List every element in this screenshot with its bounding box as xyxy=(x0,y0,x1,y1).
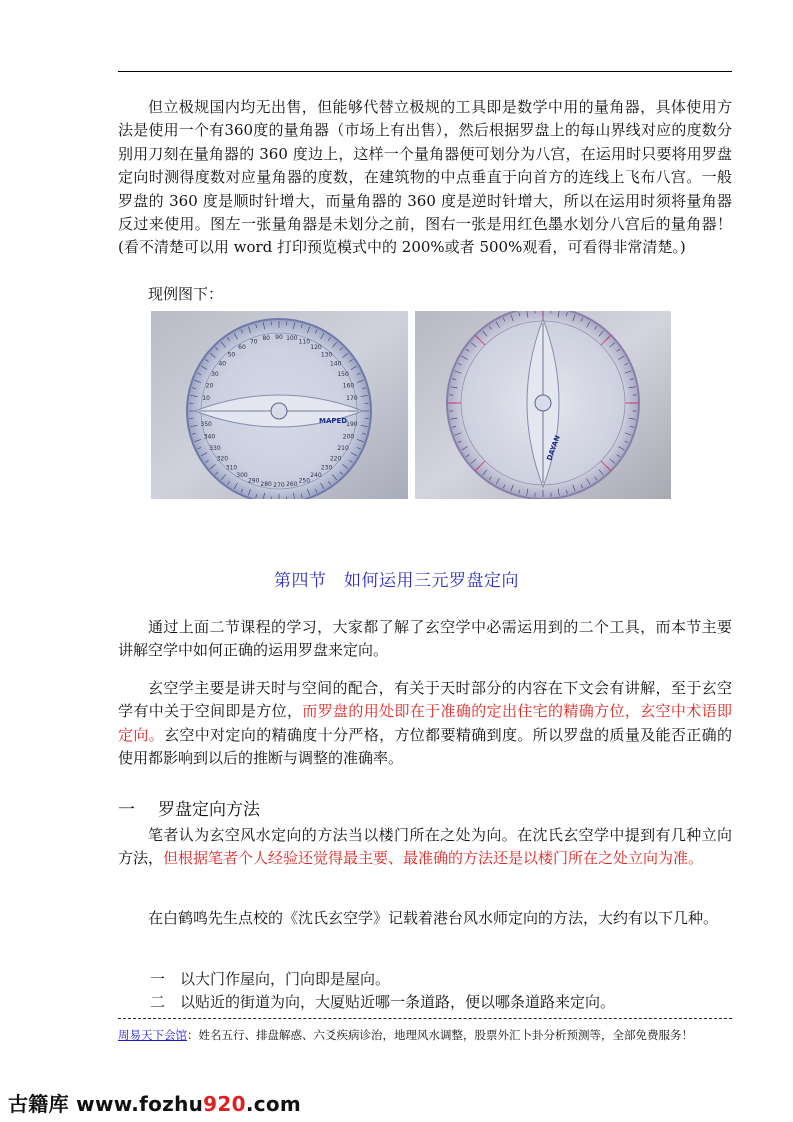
protractor-label: 220 xyxy=(329,455,342,463)
text-normal: 玄空学主要是讲天时与空间的配合，有关于天时部分的内容在下文会有讲解，至于玄空学有中关于空间即是方位， xyxy=(118,679,732,721)
protractor-label: 40 xyxy=(218,360,227,368)
protractor-label: 270 xyxy=(273,482,285,489)
protractor-label: 260 xyxy=(286,480,298,488)
subheading-number: 一 xyxy=(118,800,135,820)
text-normal: 笔者认为玄空风水定向的方法当以楼门所在之处为向。在沈氏玄空学中提到有几种立向方法， xyxy=(118,826,732,868)
protractor-label: 290 xyxy=(247,477,260,485)
protractor-label: 240 xyxy=(310,472,322,480)
paragraph-methods-intro: 在白鹤鸣先生点校的《沈氏玄空学》记载着港台风水师定向的方法，大约有以下几种。 xyxy=(148,909,719,927)
paragraph-author-view xyxy=(118,824,732,871)
list-item-1 xyxy=(118,968,732,991)
protractor-label: 320 xyxy=(216,455,229,463)
protractor-label: 210 xyxy=(337,445,349,452)
subheading-text: 罗盘定向方法 xyxy=(158,800,260,820)
subheading-compass-method xyxy=(118,795,260,820)
protractor-label: 60 xyxy=(238,343,246,351)
site-watermark xyxy=(8,1088,301,1117)
protractor-label: 200 xyxy=(342,433,355,441)
protractor-label: 20 xyxy=(205,382,214,390)
watermark-suffix: .com xyxy=(245,1092,302,1116)
protractor-label: 190 xyxy=(346,420,358,428)
protractor-label: 90 xyxy=(275,334,283,341)
brand-label-right: DAYAN xyxy=(545,434,562,462)
protractor-label: 150 xyxy=(337,371,349,378)
protractor-label: 50 xyxy=(227,351,236,359)
protractor-label: 310 xyxy=(225,464,238,472)
brand-label-left: MAPED xyxy=(319,417,348,425)
protractor-label: 120 xyxy=(310,343,322,351)
paragraph-section-intro: 通过上面二节课程的学习，大家都了解了玄空学中必需运用到的二个工具，而本节主要讲解空学中如何正确的运用罗盘来定向。 xyxy=(118,618,732,660)
protractor-label: 280 xyxy=(260,480,272,488)
paragraph-example-intro: 现例图下： xyxy=(148,285,224,303)
photo-protractor-marked xyxy=(415,311,671,499)
text-highlight-red: 而罗盘的用处即在于准确的定出住宅的精确方位，玄空中术语即定向。 xyxy=(118,702,732,744)
photo-protractor-unmarked xyxy=(151,311,408,499)
protractor-label: 300 xyxy=(236,472,248,480)
protractor-label: 340 xyxy=(203,433,216,441)
footer-link[interactable]: 周易天下会馆 xyxy=(118,1028,187,1042)
protractor-label: 330 xyxy=(209,445,221,452)
text-highlight-red: 但根据笔者个人经验还觉得最主要、最准确的方法还是以楼门所在之处立向为准。 xyxy=(163,849,704,868)
protractor-label: 250 xyxy=(298,477,311,485)
text-normal: 玄空中对定向的精确度十分严格，方位都要精确到度。所以罗盘的质量及能否正确的使用都影响到以后的推断与调整的准确率。 xyxy=(118,725,732,768)
paragraph-space-direction xyxy=(118,677,732,771)
protractor-label: 350 xyxy=(200,420,212,428)
protractor-label: 160 xyxy=(342,382,355,390)
footer-rule xyxy=(118,1018,732,1019)
protractor-label: 10 xyxy=(202,395,210,403)
list-number: 二 xyxy=(150,993,166,1011)
section-title: 第四节 如何运用三元罗盘定向 xyxy=(274,571,519,591)
protractor-label: 110 xyxy=(298,338,311,346)
footer xyxy=(118,1027,693,1043)
protractor-label: 80 xyxy=(262,335,270,343)
list-text: 以大门作屋向，门向即是屋向。 xyxy=(180,970,391,988)
protractor-label: 230 xyxy=(320,464,333,472)
protractor-label: 30 xyxy=(211,371,219,378)
protractor-label: 170 xyxy=(346,395,358,403)
protractor-label: 140 xyxy=(329,360,342,368)
list-item-2 xyxy=(118,991,732,1014)
protractor-label: 130 xyxy=(320,351,333,359)
header-rule xyxy=(118,71,732,72)
list-number: 一 xyxy=(150,970,166,988)
watermark-accent: 920 xyxy=(203,1092,246,1116)
protractor-label: 70 xyxy=(249,338,258,346)
protractor-label: 100 xyxy=(286,335,298,343)
paragraph-protractor-method: 但立极规国内均无出售，但能够代替立极规的工具即是数学中用的量角器，具体使用方法是使用一个有360度的量角器（市场上有出售），然后根据罗盘上的每山界线对应的度数分别用刀刻在量角器的 360 度边上，这样一个量角器便可划分为八宫，在运用时只要将用罗盘定向时测得度数对应量角器的度数，在建筑物的中点垂直于向首方的连线上飞布八宫。一般罗盘的 360 度是顺时针增大，而量角器的 360 度是逆时针增大，所以在运用时须将量角器反过来使用。图左一张量角器是未划分之前，图右一张是用红色墨水划分八宫后的量角器！(看不清楚可以用 word 打印预览模式中的 200%或者 500%观看，可看得非常清楚。) xyxy=(118,98,732,257)
list-text: 以贴近的街道为向，大厦贴近哪一条道路，便以哪条道路来定向。 xyxy=(180,993,616,1011)
watermark-prefix: 古籍库 www.fozhu xyxy=(8,1092,204,1116)
footer-text: ：姓名五行、排盘解惑、六爻疾病诊治，地理风水调整，股票外汇卜卦分析预测等，全部免费服务！ xyxy=(187,1028,693,1042)
